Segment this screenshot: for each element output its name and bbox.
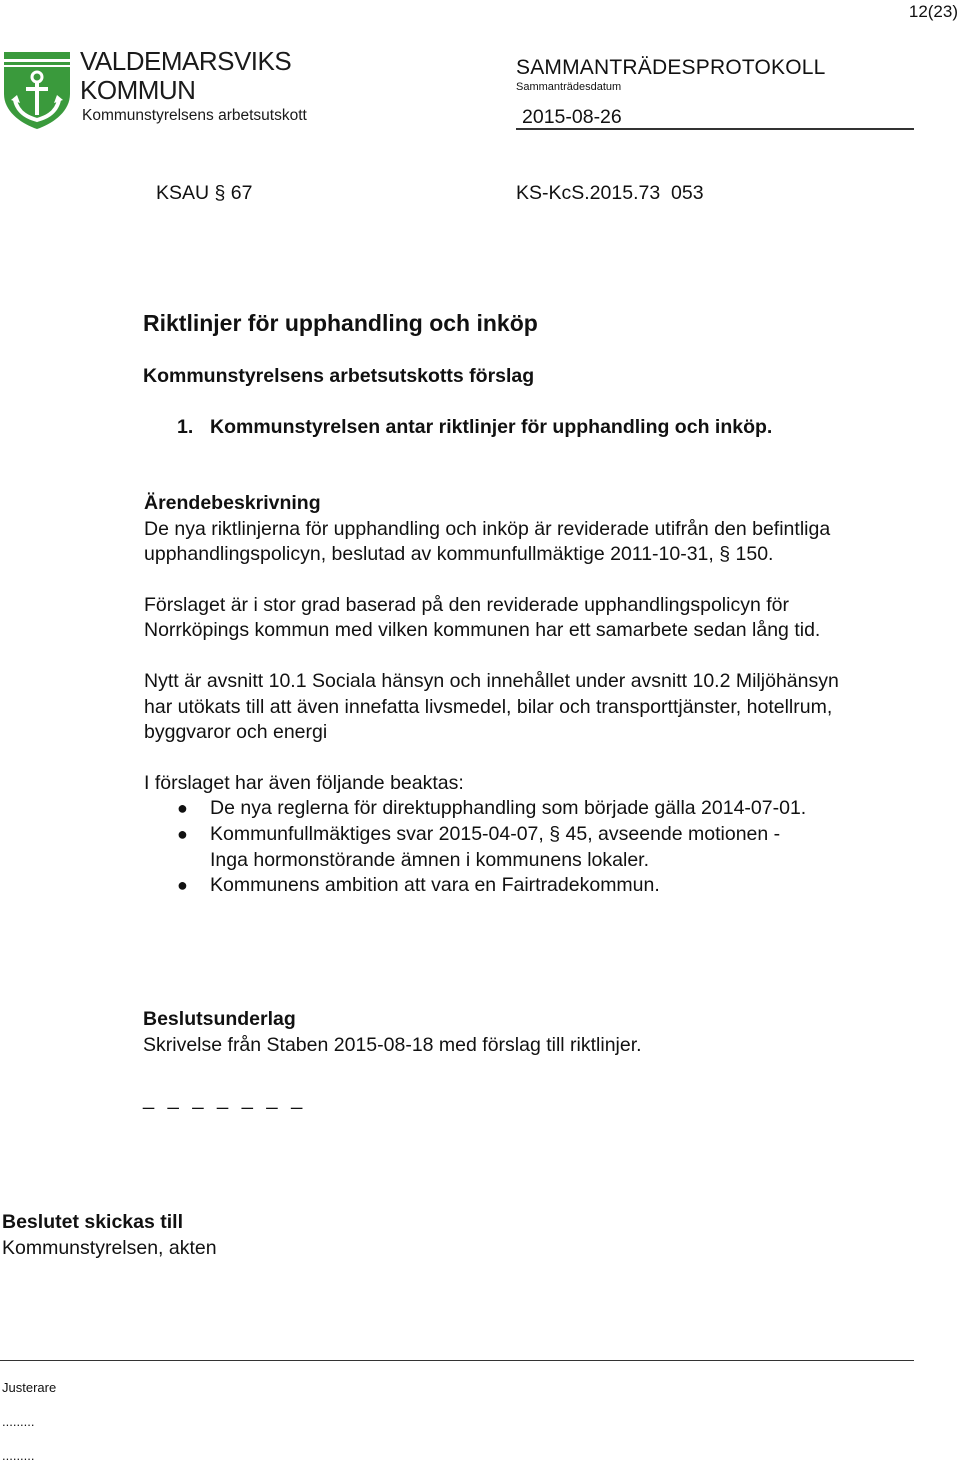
organization-subtitle: Kommunstyrelsens arbetsutskott bbox=[82, 107, 307, 124]
considerations-list bbox=[144, 796, 844, 898]
distribution-heading: Beslutet skickas till bbox=[2, 1211, 184, 1233]
section-separator: _ _ _ _ _ _ _ bbox=[143, 1088, 307, 1110]
meeting-date-label: Sammanträdesdatum bbox=[516, 81, 622, 93]
bullet-icon: ● bbox=[177, 875, 188, 896]
description-paragraph: De nya riktlinjerna för upphandling och inköp är reviderade utifrån den befintliga upphandlingspolicyn, beslutad av kommunfullmäktige 2011-10-31, § 150. bbox=[144, 517, 831, 566]
description-paragraph: Nytt är avsnitt 10.1 Sociala hänsyn och innehållet under avsnitt 10.2 Miljöhänsyn har utökats till att även innefatta livsmedel, bilar och transporttjänster, hotellrum, byggvaror och energi bbox=[144, 669, 839, 744]
list-item-text: Kommunens ambition att vara en Fairtradekommun. bbox=[210, 874, 660, 897]
anchor-crest-icon bbox=[2, 50, 72, 130]
proposal-heading: Kommunstyrelsens arbetsutskotts förslag bbox=[143, 365, 535, 387]
page-number: 12(23) bbox=[908, 2, 958, 21]
description-heading: Ärendebeskrivning bbox=[144, 492, 321, 514]
distribution-recipients: Kommunstyrelsen, akten bbox=[2, 1236, 217, 1259]
list-item-text: Kommunfullmäktiges svar 2015-04-07, § 45, avseende motionen - Inga hormonstörande ämnen i kommunens lokaler. bbox=[210, 822, 781, 871]
signature-line: ......... bbox=[2, 1448, 35, 1463]
proposal-item-text: Kommunstyrelsen antar riktlinjer för upphandling och inköp. bbox=[210, 416, 773, 438]
paragraph-reference: KSAU § 67 bbox=[156, 182, 253, 204]
description-section bbox=[144, 491, 844, 899]
list-item-text: De nya reglerna för direktupphandling som började gälla 2014-07-01. bbox=[210, 797, 807, 820]
list-item bbox=[177, 796, 807, 822]
list-item bbox=[177, 873, 807, 899]
distribution-section bbox=[2, 1210, 217, 1261]
document-type: SAMMANTRÄDESPROTOKOLL bbox=[516, 56, 826, 79]
bullet-icon: ● bbox=[177, 823, 188, 844]
header-divider bbox=[516, 128, 914, 130]
organization-name-line1: VALDEMARSVIKS bbox=[80, 46, 292, 76]
meeting-date: 2015-08-26 bbox=[522, 106, 622, 128]
organization-name-line2: KOMMUN bbox=[80, 75, 196, 105]
organization-name bbox=[80, 47, 291, 105]
signature-line: ......... bbox=[2, 1414, 35, 1429]
basis-heading: Beslutsunderlag bbox=[143, 1008, 296, 1030]
description-paragraph: Förslaget är i stor grad baserad på den reviderade upphandlingspolicyn för Norrköpings kommun med vilken kommunen har ett samarbete sedan lång tid. bbox=[144, 593, 821, 642]
description-paragraph: I förslaget har även följande beaktas: bbox=[144, 771, 464, 794]
bullet-icon: ● bbox=[177, 798, 188, 819]
list-item bbox=[177, 822, 807, 873]
basis-section bbox=[143, 1007, 642, 1058]
basis-text: Skrivelse från Staben 2015-08-18 med förslag till riktlinjer. bbox=[143, 1033, 642, 1056]
matter-title: Riktlinjer för upphandling och inköp bbox=[143, 310, 538, 336]
proposal-list bbox=[177, 415, 817, 441]
proposal-item-number: 1. bbox=[177, 416, 194, 438]
justerare-label: Justerare bbox=[2, 1380, 57, 1395]
proposal-item bbox=[177, 415, 817, 441]
footer-divider bbox=[0, 1360, 914, 1361]
diary-number: KS-KcS.2015.73 053 bbox=[516, 182, 704, 204]
